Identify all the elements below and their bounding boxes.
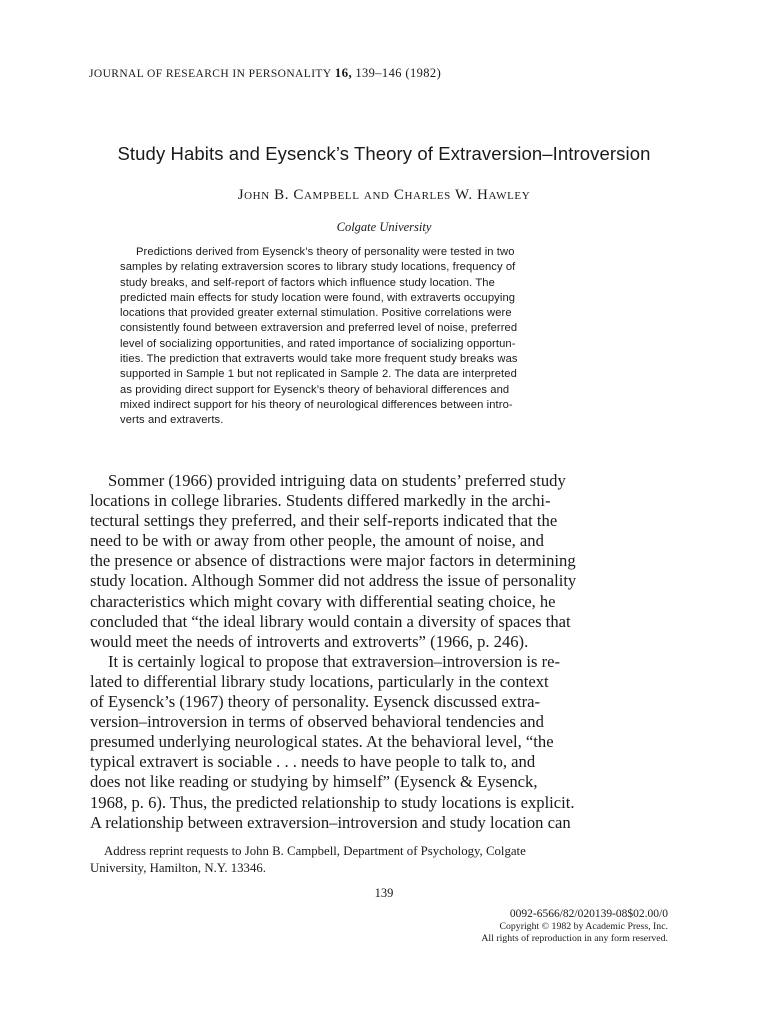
body-line: lated to differential library study locations, particularly in the context: [90, 671, 549, 691]
footnote-line: Address reprint requests to John B. Campbell, Department of Psychology, Colgate: [104, 844, 526, 858]
abstract-line: ities. The prediction that extraverts would take more frequent study breaks was: [120, 353, 518, 366]
abstract-line: predicted main effects for study location were found, with extraverts occupying: [120, 291, 516, 304]
journal-volume: 16,: [334, 65, 353, 80]
abstract-line: verts and extraverts.: [120, 414, 224, 427]
body-line: tectural settings they preferred, and their self-reports indicated that the: [90, 511, 558, 531]
abstract-line: locations that provided greater external stimulation. Positive correlations were: [120, 307, 512, 320]
journal-pages-year: 139–146 (1982): [355, 66, 442, 80]
footnote: [90, 843, 675, 877]
abstract-line: as providing direct support for Eysenck’s theory of behavioral differences and: [120, 383, 510, 396]
abstract-line: study breaks, and self-report of factors which influence study location. The: [120, 276, 495, 289]
body-line: the presence or absence of distractions were major factors in determining: [90, 551, 576, 571]
copyright-notice: Copyright © 1982 by Academic Press, Inc.: [499, 921, 668, 932]
journal-citation-header: [89, 65, 441, 81]
body-line: typical extravert is sociable . . . needs to have people to talk to, and: [90, 752, 536, 772]
body-line: would meet the needs of introverts and extroverts” (1966, p. 246).: [90, 631, 529, 651]
abstract: [120, 245, 640, 429]
body-line: presumed underlying neurological states. At the behavioral level, “the: [90, 732, 554, 752]
abstract-line: Predictions derived from Eysenck’s theory of personality were tested in two: [136, 246, 515, 258]
body-text: [90, 471, 675, 833]
body-line: does not like reading or studying by himself” (Eysenck & Eysenck,: [90, 772, 538, 792]
article-title: Study Habits and Eysenck’s Theory of Extraversion–Introversion: [117, 143, 651, 164]
rights-statement: All rights of reproduction in any form reserved.: [481, 932, 668, 944]
body-line: Sommer (1966) provided intriguing data on students’ preferred study: [108, 471, 566, 490]
abstract-line: mixed indirect support for his theory of neurological differences between intro-: [120, 398, 513, 411]
body-line: A relationship between extraversion–introversion and study location can: [90, 812, 571, 832]
body-line: 1968, p. 6). Thus, the predicted relationship to study locations is explicit.: [90, 792, 575, 812]
abstract-line: supported in Sample 1 but not replicated in Sample 2. The data are interpreted: [120, 368, 517, 381]
abstract-line: consistently found between extraversion and preferred level of noise, preferred: [120, 322, 518, 335]
body-line: of Eysenck’s (1967) theory of personality. Eysenck discussed extra-: [90, 692, 541, 712]
footnote-line: University, Hamilton, N.Y. 13346.: [90, 861, 266, 875]
article-authors: John B. Campbell and Charles W. Hawley: [237, 187, 531, 203]
author-affiliation: Colgate University: [336, 220, 432, 234]
abstract-line: level of socializing opportunities, and rated importance of socializing opportun-: [120, 337, 516, 350]
journal-name: JOURNAL OF RESEARCH IN PERSONALITY: [89, 68, 332, 80]
article-code: 0092-6566/82/020139-08$02.00/0: [509, 908, 668, 920]
body-line: need to be with or away from other people, the amount of noise, and: [90, 531, 544, 551]
page-number: 139: [374, 886, 394, 900]
body-line: study location. Although Sommer did not address the issue of personality: [90, 571, 577, 591]
body-line: concluded that “the ideal library would contain a diversity of spaces that: [90, 611, 571, 631]
body-line: locations in college libraries. Students differed markedly in the archi-: [90, 491, 551, 511]
body-line: version–introversion in terms of observed behavioral tendencies and: [90, 712, 544, 732]
body-line: characteristics which might covary with differential seating choice, he: [90, 591, 556, 611]
abstract-line: samples by relating extraversion scores to library study locations, frequency of: [120, 261, 516, 274]
body-line: It is certainly logical to propose that extraversion–introversion is re-: [108, 651, 561, 671]
copyright-block: [481, 907, 668, 944]
